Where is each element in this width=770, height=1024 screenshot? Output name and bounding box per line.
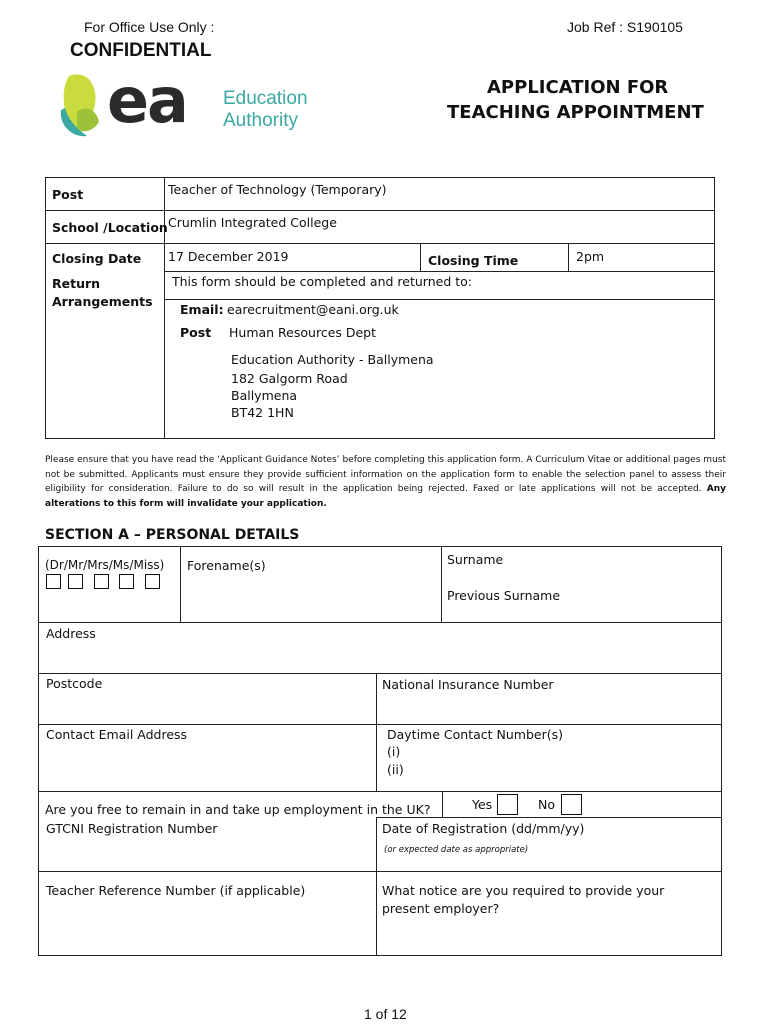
office-use-label: For Office Use Only : [84, 19, 215, 35]
logo-line-education: Education [223, 88, 308, 109]
logo-letters: ea [107, 64, 187, 137]
return-address-line-2: Education Authority - Ballymena [231, 352, 434, 367]
no-label: No [538, 797, 555, 812]
email-method-label: Email: [180, 302, 224, 317]
title-options-label: (Dr/Mr/Mrs/Ms/Miss) [45, 558, 165, 572]
confidential-label: CONFIDENTIAL [70, 40, 212, 61]
return-address-line-5: BT42 1HN [231, 405, 294, 420]
forename-label: Forename(s) [187, 558, 266, 573]
postcode-label: Postcode [46, 676, 103, 691]
date-registration-note: (or expected date as appropriate) [384, 845, 529, 855]
return-label-2: Arrangements [52, 294, 153, 309]
page-number: 1 of 12 [364, 1006, 407, 1022]
form-title-line2: TEACHING APPOINTMENT [447, 102, 704, 123]
return-address-line-3: 182 Galgorm Road [231, 371, 348, 386]
return-label-1: Return [52, 276, 101, 291]
free-to-remain-question: Are you free to remain in and take up employment in the UK? [45, 802, 431, 817]
title-checkbox-mrs[interactable] [94, 574, 109, 589]
contact-email-label: Contact Email Address [46, 727, 188, 742]
post-method-label: Post [180, 325, 212, 340]
return-email: earecruitment@eani.org.uk [227, 302, 399, 317]
section-a-heading: SECTION A – PERSONAL DETAILS [45, 527, 300, 543]
daytime-number-i: (i) [387, 744, 401, 759]
title-checkbox-miss[interactable] [145, 574, 160, 589]
school-label: School /Location [52, 220, 168, 235]
closing-date-label: Closing Date [52, 251, 142, 266]
form-title-line1: APPLICATION FOR [487, 77, 669, 98]
notice-period-label-1: What notice are you required to provide your [382, 883, 665, 898]
closing-time-value: 2pm [576, 249, 605, 264]
teacher-reference-label: Teacher Reference Number (if applicable) [46, 883, 306, 898]
return-address-line-4: Ballymena [231, 388, 298, 403]
notice-period-label-2: present employer? [382, 901, 500, 916]
title-checkbox-dr[interactable] [46, 574, 61, 589]
post-label: Post [52, 187, 84, 202]
daytime-number-label: Daytime Contact Number(s) [387, 727, 563, 742]
guidance-notice-text: Please ensure that you have read the ‘Applicant Guidance Notes’ before completing this application form. A Curriculum Vitae or additional pages must not be submitted. Applicants must ensure they provide sufficient information on the application form to enable the selection panel to assess their eligibility for consideration. Failure to do so will result in the application being rejected. Faxed or late applications will not be accepted. [45, 455, 726, 494]
yes-checkbox[interactable] [497, 794, 518, 815]
surname-label: Surname [447, 552, 504, 567]
ni-number-label: National Insurance Number [382, 677, 554, 692]
yes-label: Yes [472, 797, 493, 812]
title-checkbox-ms[interactable] [119, 574, 134, 589]
guidance-notice-bold: Any alterations to this form will invalidate your application. [45, 484, 726, 509]
guidance-notice [45, 453, 726, 511]
logo-line-authority: Authority [223, 110, 298, 131]
education-authority-logo [55, 64, 335, 145]
gtcni-label: GTCNI Registration Number [46, 821, 218, 836]
return-instruction: This form should be completed and returned to: [172, 274, 472, 289]
title-checkbox-mr[interactable] [68, 574, 83, 589]
job-ref: Job Ref : S190105 [567, 19, 683, 35]
return-address-line-1: Human Resources Dept [229, 325, 377, 340]
address-label: Address [46, 626, 96, 641]
no-checkbox[interactable] [561, 794, 582, 815]
daytime-number-ii: (ii) [387, 762, 404, 777]
school-value: Crumlin Integrated College [168, 215, 337, 230]
post-value: Teacher of Technology (Temporary) [168, 182, 387, 197]
previous-surname-label: Previous Surname [447, 588, 561, 603]
closing-time-label: Closing Time [428, 253, 519, 268]
closing-date-value: 17 December 2019 [168, 249, 289, 264]
date-registration-label: Date of Registration (dd/mm/yy) [382, 821, 585, 836]
